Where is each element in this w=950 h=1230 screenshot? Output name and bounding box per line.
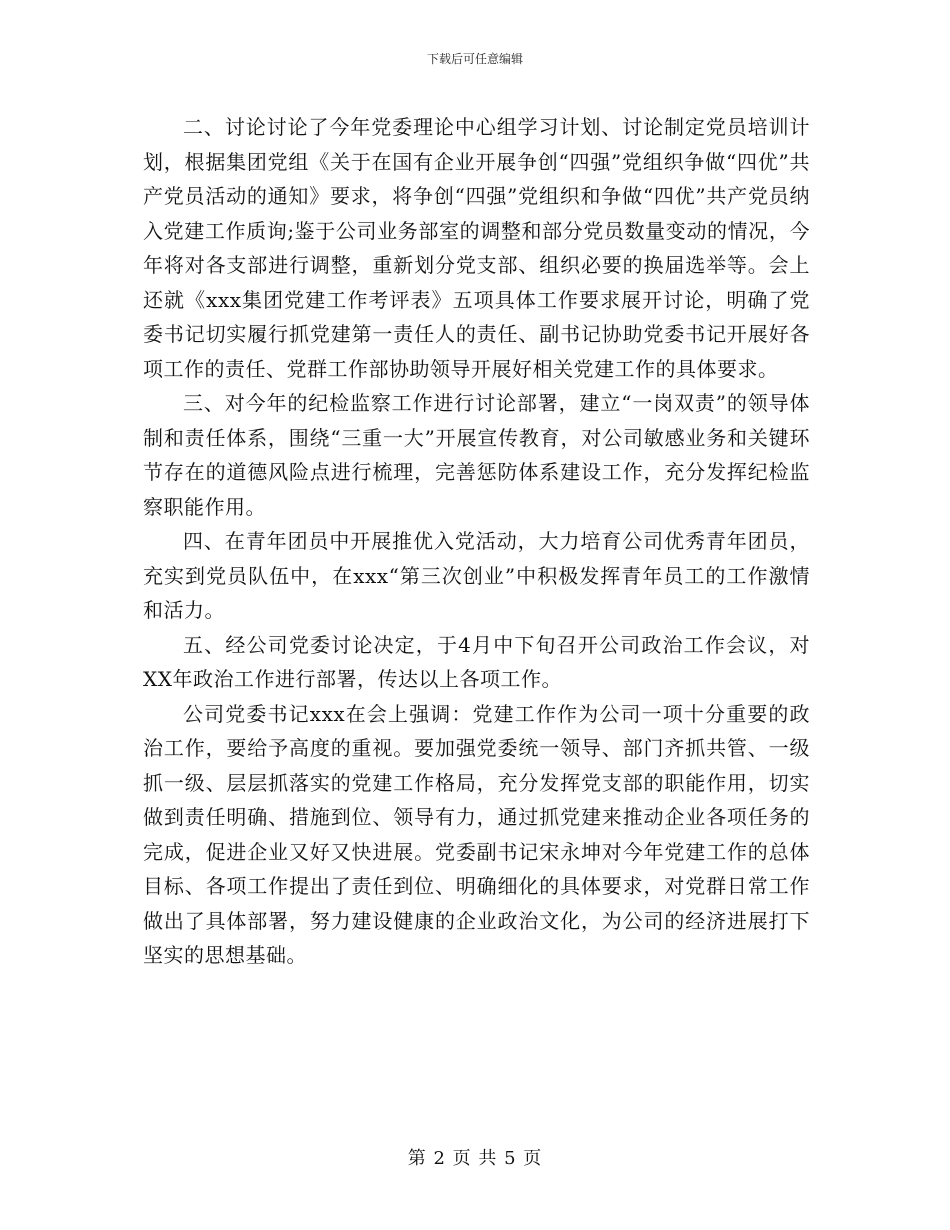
paragraph-item-5: 五、经公司党委讨论决定，于4月中下旬召开公司政治工作会议，对XX年政治工作进行部署，传达以上各项工作。 xyxy=(143,632,810,691)
paragraph-summary: 公司党委书记xxx在会上强调：党建工作作为公司一项十分重要的政治工作，要给予高度的重视。要加强党委统一领导、部门齐抓共管、一级抓一级、层层抓落实的党建工作格局，充分发挥党支部的职能作用，切实做到责任明确、措施到位、领导有力，通过抓党建来推动企业各项任务的完成，促进企业又好又快进展。党委副书记宋永坤对今年党建工作的总体目标、各项工作提出了责任到位、明确细化的具体要求，对党群日常工作做出了具体部署，努力建设健康的企业政治文化，为公司的经济进展打下坚实的思想基础。 xyxy=(143,701,810,967)
page-number: 第 2 页 共 5 页 xyxy=(407,1148,543,1169)
paragraph-item-4: 四、在青年团员中开展推优入党活动，大力培育公司优秀青年团员，充实到党员队伍中，在xxx“第三次创业”中积极发挥青年员工的工作激情和活力。 xyxy=(143,529,810,622)
paragraph-item-2: 二、讨论讨论了今年党委理论中心组学习计划、讨论制定党员培训计划，根据集团党组《关于在国有企业开展争创“四强”党组织争做“四优”共产党员活动的通知》要求，将争创“四强”党组织和争做“四优”共产党员纳入党建工作质询;鉴于公司业务部室的调整和部分党员数量变动的情况，今年将对各支部进行调整，重新划分党支部、组织必要的换届选举等。会上还就《xxx集团党建工作考评表》五项具体工作要求展开讨论，明确了党委书记切实履行抓党建第一责任人的责任、副书记协助党委书记开展好各项工作的责任、党群工作部协助领导开展好相关党建工作的具体要求。 xyxy=(143,115,810,381)
header-note: 下载后可任意编辑 xyxy=(426,52,523,66)
document-body xyxy=(143,110,810,973)
paragraph-item-3: 三、对今年的纪检监察工作进行讨论部署，建立“一岗双责”的领导体制和责任体系，围绕“三重一大”开展宣传教育，对公司敏感业务和关键环节存在的道德风险点进行梳理，完善惩防体系建设工作，充分发挥纪检监察职能作用。 xyxy=(143,391,810,519)
